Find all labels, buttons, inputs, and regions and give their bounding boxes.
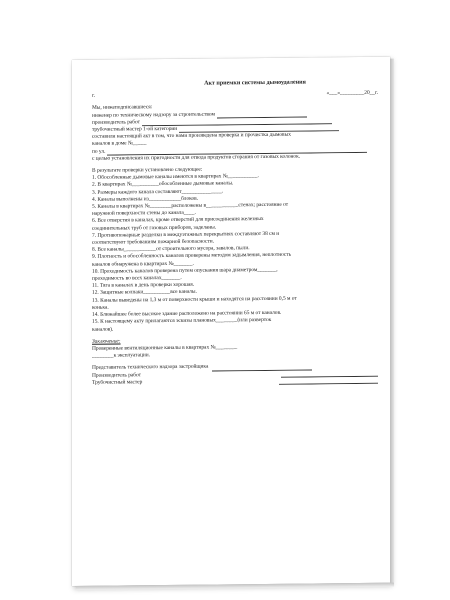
finding-item: соединительных труб от газовых приборов, заделаны. (92, 224, 217, 232)
findings-intro: В результате проверки установлено следующее: (92, 166, 203, 174)
signature-line: Производитель работ (92, 369, 378, 379)
finding-item: 4. Каналы выполнены из____________блоков. (92, 195, 199, 203)
finding-item: 14. Ближайшее более высокое здание расположено на расстоянии 65 м от каналов. (92, 309, 282, 318)
opening-line: по ул. (92, 145, 378, 155)
opening-line: инженер по техническому надзору за строительством (92, 109, 378, 119)
finding-item: 10. Проходимость каналов проверена путем опускания шара диаметром_______, (92, 266, 278, 275)
finding-item: 9. Плотность и обособленность каналов проверены методом задымления, неплотность (92, 252, 292, 261)
finding-item: наружной поверхности стены до канала____. (92, 209, 196, 218)
opening-line: с целью установления их пригодности для отвода продуктов сгорания от газовых колонок. (92, 153, 301, 162)
finding-item: 15. К настоящему акту прилагаются эскизы плановых________(или разверток (92, 317, 272, 326)
document-page (72, 57, 390, 586)
opening-line: каналов в доме №_____ (92, 140, 147, 148)
finding-item: 7. Противопожарные разделки в междуэтажных перекрытиях составляют 38 см и (92, 230, 280, 239)
page-edge-bottom (76, 583, 394, 590)
conclusion-line: Проверенные вентиляционные каналы в квартирах №________ (92, 344, 238, 352)
signature-line: Трубочистный мастер (92, 377, 378, 387)
date-line: «___»_________20__г. (326, 89, 378, 97)
opening-line: трубочистный мастер 1-ой категории (92, 124, 378, 134)
finding-item: 3. Размеры каждого канала составляют_______________. (92, 188, 224, 196)
document-content (92, 79, 378, 387)
city-prefix: г. (92, 92, 95, 99)
finding-item: 2. В квартирах №__________обособленные дымовые каналы. (92, 180, 234, 189)
conclusion-line: ________к эксплуатации. (92, 352, 150, 359)
finding-item: 13. Каналы выведены на 1,3 м от поверхности крыши и находятся на расстоянии 0,5 м от (92, 295, 297, 304)
signature-line: Представитель технического надзора застройщика (92, 362, 378, 372)
page-edge-right (390, 59, 394, 585)
finding-item: 5. Каналы в квартирах №________расположены в____________стенах; расстояние от (92, 201, 289, 210)
finding-item: 11. Тяга в каналах в день проверки хорошая. (92, 282, 195, 290)
opening-line: составили настоящий акт в том, что нами произведена проверка и прочистка дымовых (92, 131, 291, 141)
finding-item: каналов). (92, 326, 114, 333)
finding-item: 6. Все отверстия в каналах, кроме отверстий для присоединения железных (92, 216, 264, 225)
opening-line: производитель работ (92, 117, 378, 127)
finding-item: каналов обнаружена в квартирах №_______. (92, 260, 194, 268)
finding-item: 1. Обособленные дымовые каналы имеются в квартирах №___________. (92, 173, 259, 182)
finding-item: проходимость во всех каналах_______. (92, 274, 182, 282)
finding-item: конька. (92, 304, 109, 311)
finding-item: соответствуют требованиям пожарной безопасности. (92, 238, 215, 246)
finding-item: 8. Все каналы____________от строительного мусора, завалов, пыли. (92, 245, 250, 254)
opening-line: Мы, нижеподписавшиеся: (92, 104, 153, 112)
conclusion-label: Заключение: (92, 338, 121, 345)
document-title: Акт приемки системы дымоудаления (204, 79, 306, 87)
finding-item: 12. Защитные колпаки__________все каналы. (92, 289, 197, 297)
